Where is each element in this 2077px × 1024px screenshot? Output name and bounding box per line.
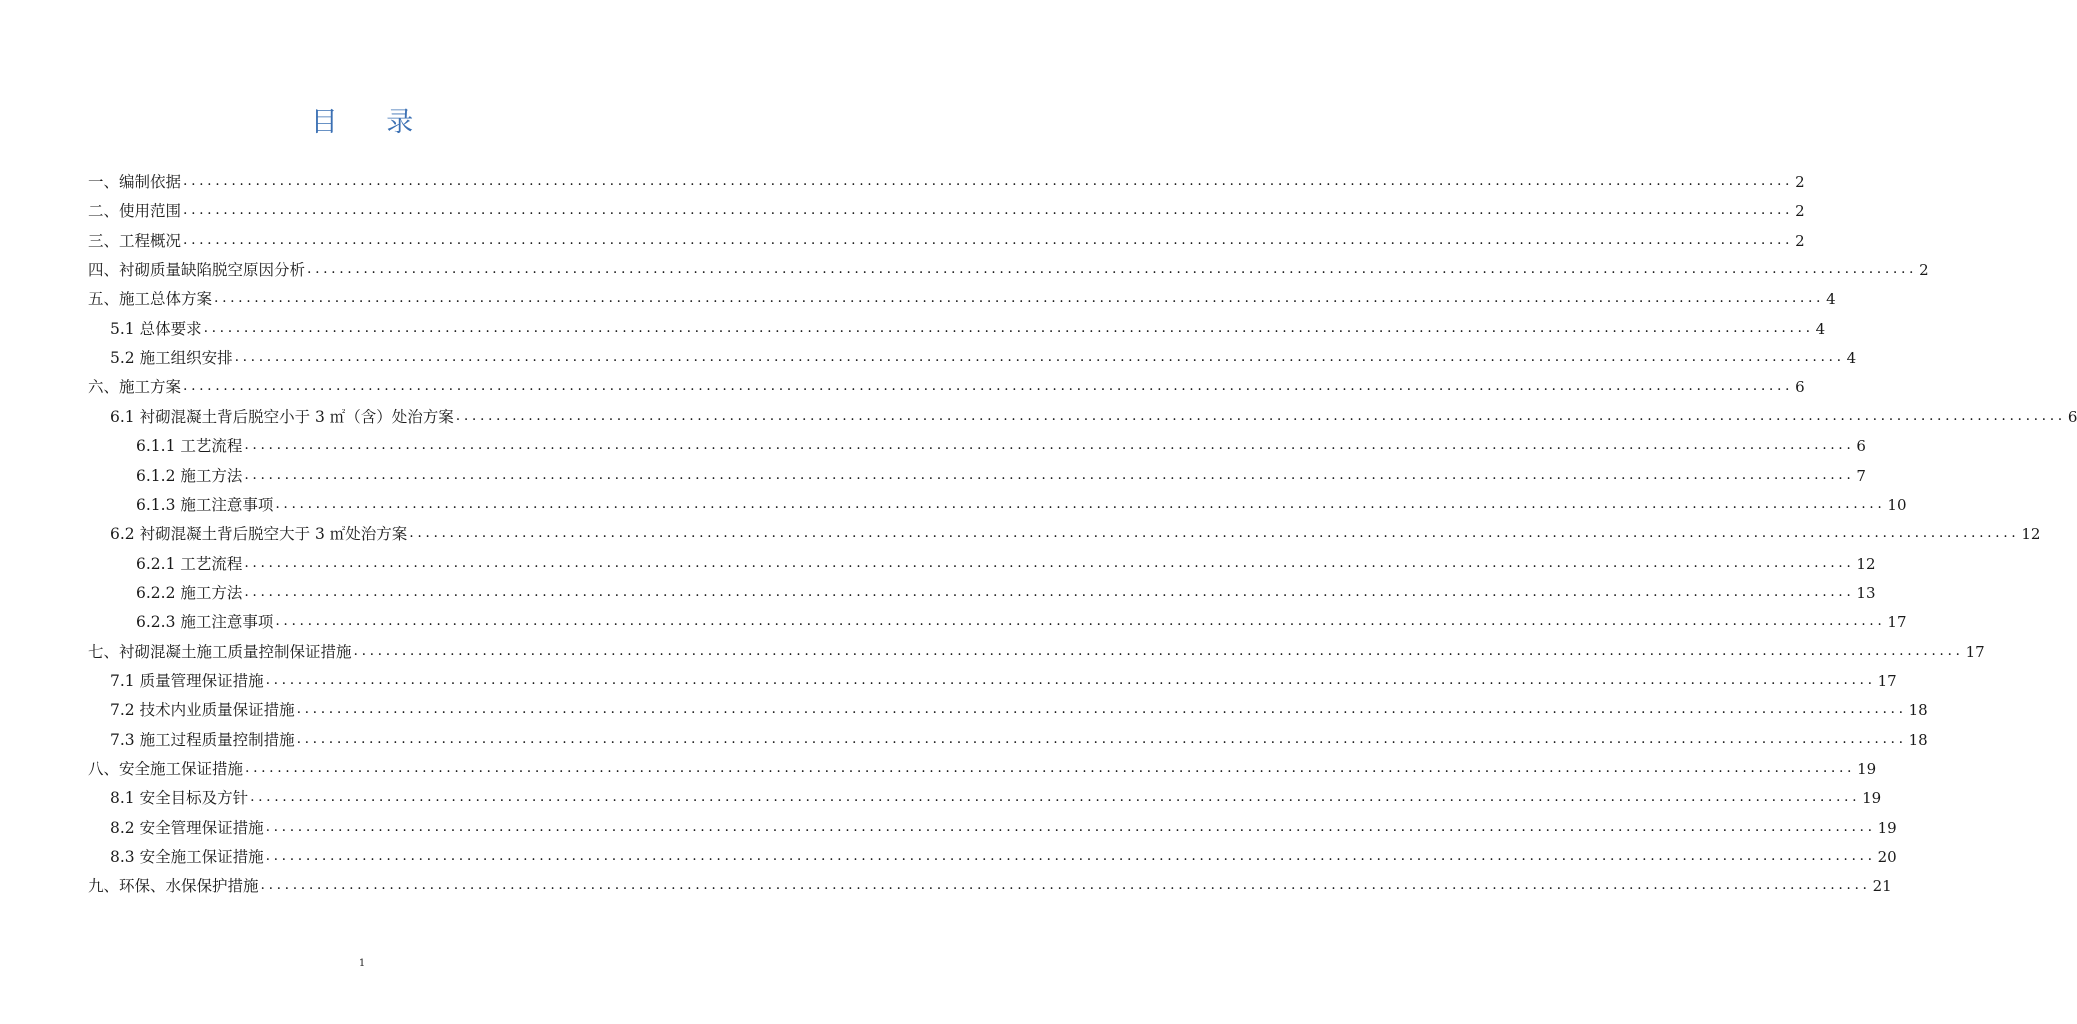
- toc-entry[interactable]: [88, 868, 1892, 896]
- toc-entry-page: 17: [1965, 642, 1985, 661]
- toc-entry-label: 六、施工方案: [88, 378, 182, 397]
- toc-leader-dots: ........................................................................................................................................................................................................: [409, 525, 2020, 542]
- toc-leader-dots: ........................................................................................................................................................................................................: [183, 378, 1794, 395]
- toc-entry-label: 7.1 质量管理保证措施: [110, 671, 264, 690]
- toc-entry[interactable]: [88, 751, 1877, 779]
- toc-entry[interactable]: [110, 311, 1826, 339]
- toc-leader-dots: ........................................................................................................................................................................................................: [275, 495, 1886, 512]
- toc-entry[interactable]: [110, 810, 1897, 838]
- toc-entry[interactable]: [136, 428, 1866, 456]
- toc-leader-dots: ........................................................................................................................................................................................................: [265, 818, 1876, 835]
- toc-entry[interactable]: [110, 340, 1857, 368]
- toc-entry[interactable]: [88, 193, 1805, 221]
- toc-entry-page: 21: [1872, 877, 1892, 896]
- toc-entry-page: 12: [2021, 525, 2041, 544]
- toc-entry-page: 19: [1862, 789, 1882, 808]
- toc-entry-label: 七、衬砌混凝土施工质量控制保证措施: [88, 642, 352, 661]
- toc-entry[interactable]: [136, 604, 1907, 632]
- toc-entry[interactable]: [136, 458, 1866, 486]
- toc-entry-label: 6.1.3 施工注意事项: [136, 495, 274, 514]
- toc-entry-page: 13: [1856, 583, 1876, 602]
- toc-leader-dots: ........................................................................................................................................................................................................: [275, 613, 1886, 630]
- toc-entry-label: 6.1.2 施工方法: [136, 466, 243, 485]
- toc-entry-label: 四、衬砌质量缺陷脱空原因分析: [88, 261, 306, 280]
- toc-leader-dots: ........................................................................................................................................................................................................: [183, 173, 1794, 189]
- toc-entry-label: 6.2.1 工艺流程: [136, 554, 243, 573]
- toc-entry[interactable]: [110, 516, 2041, 544]
- toc-leader-dots: ........................................................................................................................................................................................................: [250, 789, 1861, 806]
- toc-entry-page: 6: [1795, 378, 1805, 397]
- toc-entry-page: 20: [1877, 848, 1897, 867]
- toc-entry-page: 6: [1856, 437, 1866, 456]
- toc-leader-dots: ........................................................................................................................................................................................................: [265, 848, 1876, 865]
- toc-entry[interactable]: [88, 634, 1985, 662]
- toc-leader-dots: ........................................................................................................................................................................................................: [203, 319, 1814, 336]
- toc-entry-page: 18: [1908, 730, 1928, 749]
- toc-entry-page: 4: [1826, 290, 1836, 309]
- toc-entry[interactable]: [110, 839, 1897, 867]
- page-number: 1: [358, 958, 366, 969]
- toc-entry-label: 二、使用范围: [88, 202, 182, 221]
- toc-leader-dots: ........................................................................................................................................................................................................: [353, 642, 1964, 659]
- toc-entry-page: 2: [1795, 202, 1805, 221]
- toc-entry-page: 7: [1856, 466, 1866, 485]
- toc-entry-label: 8.1 安全目标及方针: [110, 789, 249, 808]
- toc-entry-page: 19: [1857, 760, 1877, 778]
- toc-leader-dots: ........................................................................................................................................................................................................: [265, 671, 1876, 688]
- toc-entry[interactable]: [136, 487, 1907, 515]
- toc-entry-page: 12: [1856, 554, 1876, 573]
- toc-entry-page: 19: [1877, 818, 1897, 837]
- toc-entry-page: 4: [1815, 319, 1826, 338]
- toc-entry-label: 6.2.3 施工注意事项: [136, 613, 274, 632]
- toc-entry-label: 8.3 安全施工保证措施: [110, 848, 264, 867]
- toc-entry-label: 5.1 总体要求: [110, 319, 202, 338]
- toc-entry[interactable]: [110, 780, 1882, 808]
- toc-entry-label: 6.2 衬砌混凝土背后脱空大于 3 ㎡处治方案: [110, 525, 408, 544]
- toc-entry-label: 6.1 衬砌混凝土背后脱空小于 3 ㎡（含）处治方案: [110, 407, 454, 426]
- toc-leader-dots: ........................................................................................................................................................................................................: [307, 261, 1918, 278]
- toc-entry-page: 2: [1919, 261, 1929, 280]
- toc-entry-page: 10: [1887, 495, 1907, 514]
- toc-leader-dots: ........................................................................................................................................................................................................: [296, 730, 1907, 747]
- toc-entry-page: 17: [1887, 613, 1907, 632]
- toc-entry-label: 8.2 安全管理保证措施: [110, 818, 264, 837]
- toc-entry-label: 7.3 施工过程质量控制措施: [110, 730, 295, 749]
- toc-entry-label: 八、安全施工保证措施: [88, 760, 244, 778]
- toc-leader-dots: ........................................................................................................................................................................................................: [244, 583, 1855, 600]
- toc-entry[interactable]: [110, 692, 1928, 720]
- toc-entry[interactable]: [88, 252, 1929, 280]
- toc-entry[interactable]: [136, 546, 1876, 574]
- toc-leader-dots: ........................................................................................................................................................................................................: [260, 877, 1871, 894]
- toc-leader-dots: ........................................................................................................................................................................................................: [183, 231, 1794, 248]
- toc-leader-dots: ........................................................................................................................................................................................................: [234, 349, 1845, 366]
- toc-leader-dots: ........................................................................................................................................................................................................: [214, 290, 1825, 307]
- toc-leader-dots: ........................................................................................................................................................................................................: [245, 760, 1856, 776]
- toc-entry-label: 6.2.2 施工方法: [136, 583, 243, 602]
- toc-entry-label: 6.1.1 工艺流程: [136, 437, 243, 456]
- toc-entry-page: 4: [1846, 349, 1857, 368]
- page-title: 目 录: [310, 107, 434, 138]
- toc-entry-page: 6: [2067, 407, 2077, 426]
- toc-leader-dots: ........................................................................................................................................................................................................: [244, 466, 1855, 483]
- toc-leader-dots: ........................................................................................................................................................................................................: [296, 701, 1907, 718]
- toc-entry-label: 九、环保、水保保护措施: [88, 877, 259, 896]
- toc-entry-page: 17: [1877, 671, 1897, 690]
- toc-entry-label: 一、编制依据: [88, 173, 182, 191]
- toc-entry[interactable]: [110, 663, 1897, 691]
- toc-entry[interactable]: [88, 369, 1805, 397]
- toc-leader-dots: ........................................................................................................................................................................................................: [183, 202, 1794, 219]
- toc-entry-label: 5.2 施工组织安排: [110, 349, 233, 368]
- toc-leader-dots: ........................................................................................................................................................................................................: [455, 407, 2066, 424]
- toc-entry-page: 2: [1795, 231, 1805, 250]
- toc-entry[interactable]: [88, 281, 1836, 309]
- toc-entry[interactable]: [136, 575, 1876, 603]
- toc-entry[interactable]: [110, 399, 2077, 427]
- toc-entry-label: 三、工程概况: [88, 231, 182, 250]
- toc-entry[interactable]: [88, 223, 1805, 251]
- toc-leader-dots: ........................................................................................................................................................................................................: [244, 554, 1855, 571]
- toc-entry-page: 18: [1908, 701, 1928, 720]
- toc-entry-page: 2: [1795, 173, 1805, 191]
- toc-entry[interactable]: [88, 164, 1805, 192]
- toc-entry-label: 五、施工总体方案: [88, 290, 213, 309]
- toc-leader-dots: ........................................................................................................................................................................................................: [244, 437, 1855, 454]
- toc-entry-label: 7.2 技术内业质量保证措施: [110, 701, 295, 720]
- toc-entry[interactable]: [110, 722, 1928, 750]
